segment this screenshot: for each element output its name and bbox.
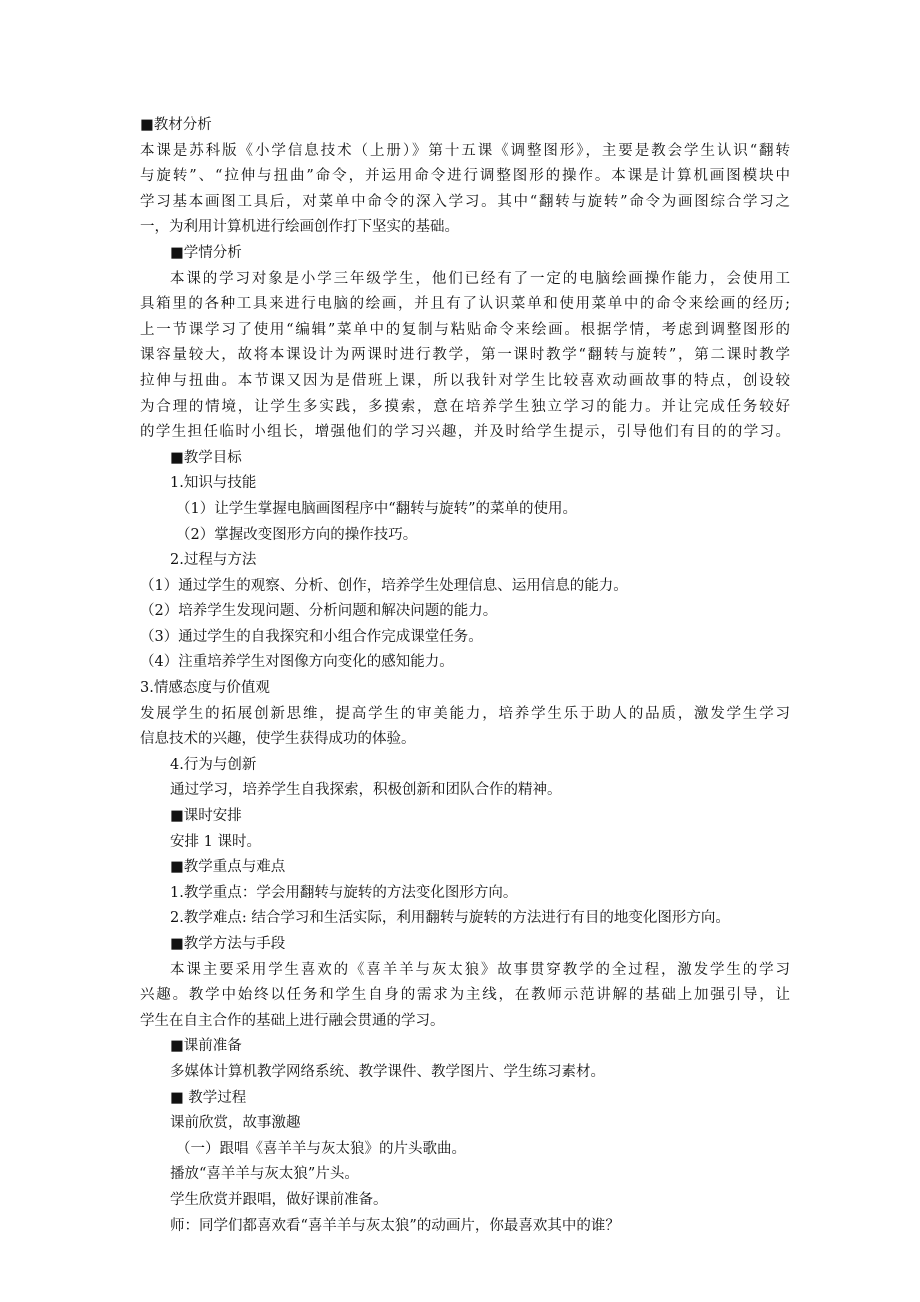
text-line: 课容量较大，故将本课设计为两课时进行教学，第一课时教学“翻转与旋转”，第二课时教学 [140, 347, 790, 364]
text-line: 与旋转”、“拉伸与扭曲”命令，并运用命令进行调整图形的操作。本课是计算机画图模块中 [140, 168, 790, 185]
text-line: （2）培养学生发现问题、分析问题和解决问题的能力。 [140, 603, 498, 620]
text-line: （一）跟唱《喜羊羊与灰太狼》的片头歌曲。 [176, 1140, 466, 1157]
text-line: 信息技术的兴趣，使学生获得成功的体验。 [140, 731, 416, 748]
text-line: 拉伸与扭曲。本节课又因为是借班上课，所以我针对学生比较喜欢动画故事的特点，创设较 [140, 372, 790, 389]
section-heading: ■教学目标 [170, 449, 242, 466]
text-line: 学生在自主合作的基础上进行融会贯通的学习。 [140, 1012, 445, 1029]
text-line: 多媒体计算机教学网络系统、教学课件、教学图片、学生练习素材。 [170, 1063, 605, 1080]
section-heading: ■教材分析 [140, 117, 212, 133]
text-line: 3.情感态度与价值观 [140, 680, 270, 697]
text-line: 安排 1 课时。 [170, 833, 261, 850]
text-line: 具箱里的各种工具来进行电脑的绘画，并且有了认识菜单和使用菜单中的命令来绘画的经历; [140, 296, 790, 313]
text-line: 课前欣赏，故事激趣 [170, 1115, 301, 1132]
text-line: （4）注重培养学生对图像方向变化的感知能力。 [140, 654, 454, 671]
text-line: 的学生担任临时小组长，增强他们的学习兴趣，并及时给学生提示，引导他们有目的的学习。 [140, 424, 790, 441]
text-line: 2.过程与方法 [170, 552, 257, 569]
section-heading: ■教学方法与手段 [170, 936, 286, 952]
text-line: 学习基本画图工具后，对菜单中命令的深入学习。其中“翻转与旋转”命令为画图综合学习之 [140, 193, 790, 210]
text-line: 本课的学习对象是小学三年级学生，他们已经有了一定的电脑绘画操作能力，会使用工 [170, 270, 790, 287]
section-heading: ■课前准备 [170, 1038, 242, 1055]
document-page [140, 113, 790, 1239]
text-line: 本课是苏科版《小学信息技术（上册）》第十五课《调整图形》，主要是教会学生认识“翻转 [140, 142, 790, 159]
text-line: 师：同学们都喜欢看“喜羊羊与灰太狼”的动画片，你最喜欢其中的谁？ [170, 1217, 620, 1234]
text-line: （1）通过学生的观察、分析、创作，培养学生处理信息、运用信息的能力。 [140, 577, 628, 594]
text-line: （3）通过学生的自我探究和小组合作完成课堂任务。 [140, 628, 483, 645]
text-line: 1.教学重点：学会用翻转与旋转的方法变化图形方向。 [170, 884, 518, 901]
text-line: 兴趣。教学中始终以任务和学生自身的需求为主线，在教师示范讲解的基础上加强引导，让 [140, 987, 790, 1004]
section-heading: ■课时安排 [170, 808, 242, 825]
text-line: 学生欣赏并跟唱，做好课前准备。 [170, 1191, 388, 1208]
text-line: （1）让学生掌握电脑画图程序中“翻转与旋转”的菜单的使用。 [176, 500, 578, 517]
text-line: 1.知识与技能 [170, 475, 257, 492]
text-line: 2.教学难点: 结合学习和生活实际，利用翻转与旋转的方法进行有目的地变化图形方向。 [170, 910, 730, 927]
text-line: 本课主要采用学生喜欢的《喜羊羊与灰太狼》故事贯穿教学的全过程，激发学生的学习 [170, 961, 790, 978]
text-line: 通过学习，培养学生自我探索，积极创新和团队合作的精神。 [170, 782, 562, 799]
section-heading: ■学情分析 [170, 244, 242, 261]
section-heading: ■教学重点与难点 [170, 859, 286, 876]
text-line: 4.行为与创新 [170, 756, 257, 773]
text-line: 发展学生的拓展创新思维，提高学生的审美能力，培养学生乐于助人的品质，激发学生学习 [140, 705, 790, 722]
section-heading: ■ 教学过程 [170, 1089, 247, 1106]
text-line: 上一节课学习了使用“编辑”菜单中的复制与粘贴命令来绘画。根据学情，考虑到调整图形的 [140, 321, 790, 338]
text-line: 播放“喜羊羊与灰太狼”片头。 [170, 1166, 359, 1183]
text-line: （2）掌握改变图形方向的操作技巧。 [176, 526, 418, 543]
text-line: 为合理的情境，让学生多实践，多摸索，意在培养学生独立学习的能力。并让完成任务较好 [140, 398, 790, 415]
text-line: 一，为利用计算机进行绘画创作打下坚实的基础。 [140, 219, 459, 236]
